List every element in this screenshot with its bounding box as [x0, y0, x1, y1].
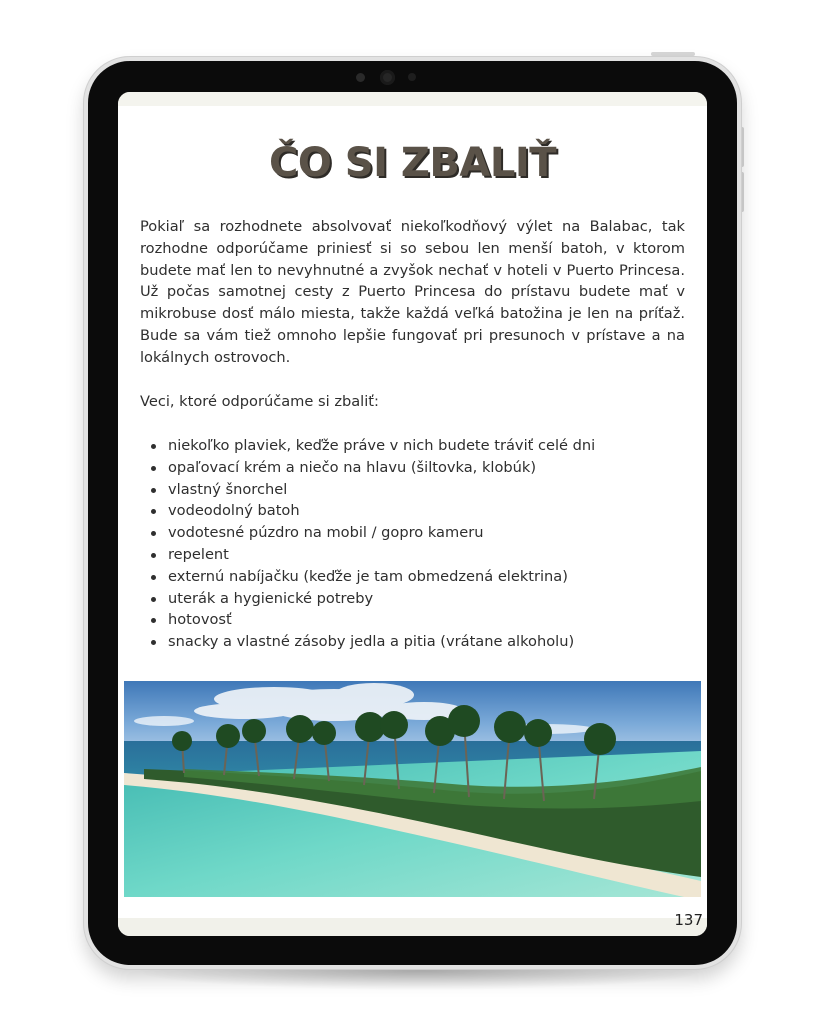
- list-item: vodeodolný batoh: [168, 500, 685, 522]
- beach-illustration: [124, 681, 701, 897]
- tablet-screen: [118, 92, 707, 936]
- list-intro: Veci, ktoré odporúčame si zbaliť:: [140, 393, 379, 410]
- packing-list: [140, 435, 685, 653]
- list-item: repelent: [168, 544, 685, 566]
- beach-photo: [124, 681, 701, 897]
- intro-paragraph: Pokiaľ sa rozhodnete absolvovať niekoľkodňový výlet na Balabac, tak rozhodne odporúčame priniesť si so sebou len menší batoh, v ktorom budete mať len to nevyhnutné a zvyšok nechať v hoteli v Puerto Princesa. Už počas samotnej cesty z Puerto Princesa do prístavu budete mať v mikrobuse dosť málo miesta, takže každá veľká batožina je len na príťaž. Bude sa vám tiež omnoho lepšie fungovať pri presunoch v prístave a na lokálnych ostrovoch.: [140, 218, 685, 366]
- list-item: snacky a vlastné zásoby jedla a pitia (vrátane alkoholu): [168, 631, 685, 653]
- light-sensor-icon: [408, 73, 416, 81]
- screen-bottom-band: [118, 918, 707, 936]
- list-item: uterák a hygienické potreby: [168, 588, 685, 610]
- list-item: vodotesné púzdro na mobil / gopro kameru: [168, 522, 685, 544]
- page-number: 137: [674, 911, 703, 929]
- screen-top-band: [118, 92, 707, 106]
- camera-bar: [356, 69, 436, 87]
- list-item: niekoľko plaviek, keďže práve v nich budete tráviť celé dni: [168, 435, 685, 457]
- power-button: [651, 52, 695, 56]
- sensor-icon: [356, 73, 365, 82]
- camera-icon: [380, 70, 395, 85]
- page-title: ČO SI ZBALIŤ: [268, 140, 556, 186]
- list-item: opaľovací krém a niečo na hlavu (šiltovka, klobúk): [168, 457, 685, 479]
- list-item: vlastný šnorchel: [168, 479, 685, 501]
- list-item: externú nabíjačku (keďže je tam obmedzená elektrina): [168, 566, 685, 588]
- list-item: hotovosť: [168, 609, 685, 631]
- tablet-device: [84, 57, 741, 969]
